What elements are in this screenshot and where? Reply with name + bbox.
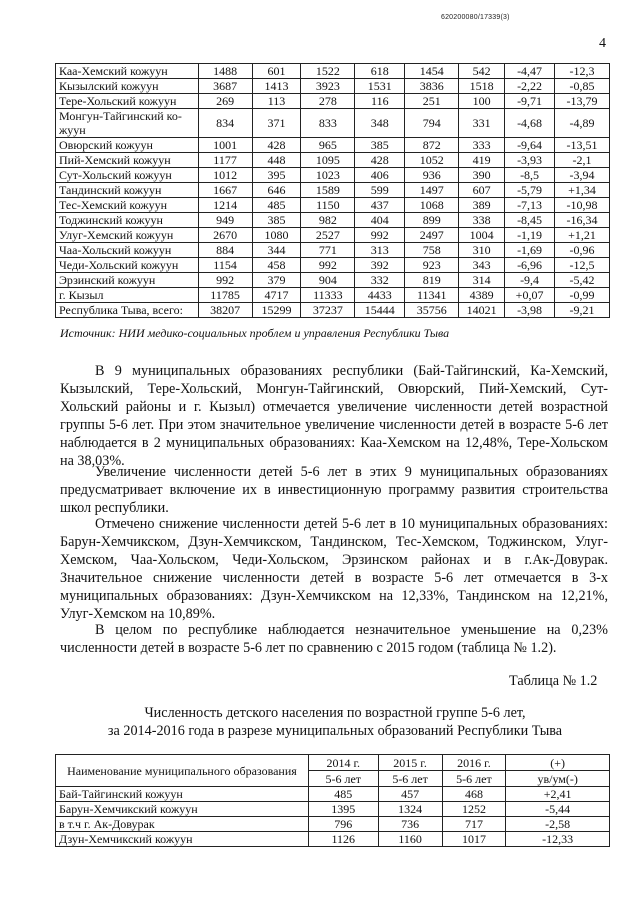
table-cell: 385 [252, 213, 301, 228]
table-cell: 338 [459, 213, 505, 228]
table-row [56, 787, 610, 802]
table-cell: 2527 [301, 228, 355, 243]
table-cell: 646 [252, 183, 301, 198]
table-cell: 278 [301, 94, 355, 109]
table-cell: 458 [252, 258, 301, 273]
table-cell: 3836 [405, 79, 459, 94]
table-cell: 35756 [405, 303, 459, 318]
row-label: Тере-Хольский кожуун [56, 94, 199, 109]
table-cell: 4389 [459, 288, 505, 303]
row-label: Тоджинский кожуун [56, 213, 199, 228]
row-label: Пий-Хемский кожуун [56, 153, 199, 168]
header-2014: 2014 г. [308, 755, 378, 771]
table-cell: 419 [459, 153, 505, 168]
table-cell: 1589 [301, 183, 355, 198]
table-cell: -4,47 [505, 64, 555, 79]
document-id: 620200080/17339(3) [441, 14, 510, 21]
table-cell: -12,3 [555, 64, 610, 79]
table-cell: -2,58 [506, 817, 610, 832]
table-cell: 904 [301, 273, 355, 288]
table-cell: 113 [252, 94, 301, 109]
table-cell: 314 [459, 273, 505, 288]
row-label: в т.ч г. Ак-Довурак [56, 817, 309, 832]
table-cell: -10,98 [555, 198, 610, 213]
table-cell: 11341 [405, 288, 459, 303]
table-row [56, 832, 610, 847]
paragraph-text: Увеличение численности детей 5-6 лет в этих 9 муниципальных образованиях предусматривает включение их в инвестиционную программу развития строительства школ республики. [60, 464, 608, 516]
table-cell: -13,79 [555, 94, 610, 109]
row-label: Барун-Хемчикский кожуун [56, 802, 309, 817]
table-row [56, 198, 610, 213]
table-cell: 992 [198, 273, 252, 288]
table-cell: 379 [252, 273, 301, 288]
table-row [56, 228, 610, 243]
paragraph-4 [60, 621, 608, 657]
table-cell: 313 [355, 243, 405, 258]
table-cell: -3,94 [555, 168, 610, 183]
table-cell: 37237 [301, 303, 355, 318]
row-label: Сут-Хольский кожуун [56, 168, 199, 183]
table-cell: 1518 [459, 79, 505, 94]
table-cell: -12,33 [506, 832, 610, 847]
paragraph-3 [60, 515, 608, 623]
row-label: Дзун-Хемчикский кожуун [56, 832, 309, 847]
table-cell: -4,89 [555, 109, 610, 138]
paragraph-text: Отмечено снижение численности детей 5-6 лет в 10 муниципальных образованиях: Барун-Хемчикском, Дзун-Хемчикском, Тандинском, Тес-Хемском, Тоджинском, Улуг-Хемском, Чаа-Хольском, Чеди-Хольском, Эрзинском районах и в г.Ак-Довурак. Значительное снижение численности детей в возрасте 5-6 лет отмечается в 3-х муниципальных образованиях: Дзун-Хемчикском на 12,33%, Тандинском на 12,21%, Улуг-Хемском на 10,89%. [60, 516, 608, 622]
table-cell: -7,13 [505, 198, 555, 213]
table-cell: -6,96 [505, 258, 555, 273]
table-cell: 2670 [198, 228, 252, 243]
header-2016: 2016 г. [442, 755, 506, 771]
table-cell: -12,5 [555, 258, 610, 273]
population-table [55, 63, 610, 318]
table-header-row [56, 755, 610, 771]
table-cell: 4717 [252, 288, 301, 303]
header-age: 5-6 лет [308, 771, 378, 787]
paragraph-text: В 9 муниципальных образованиях республики (Бай-Тайгинский, Ка-Хемский, Кызылский, Тере-Хольский, Монгун-Тайгинский, Овюрский, Пий-Хемский, Сут-Хольский районы и г. Кызыл) отмечается увеличение численности детей возрастной группы 5-6 лет. При этом значительное увеличение численности детей в возрасте 5-6 лет наблюдается в 2 муниципальных образованиях: Каа-Хемском на 12,48%, Тере-Хольском на 38,03%. [60, 363, 608, 469]
table-cell: 1126 [308, 832, 378, 847]
table-cell: -1,19 [505, 228, 555, 243]
row-label: Кызылский кожуун [56, 79, 199, 94]
table-cell: -16,34 [555, 213, 610, 228]
table-cell: -0,99 [555, 288, 610, 303]
table-cell: 601 [252, 64, 301, 79]
page-number: 4 [599, 36, 606, 51]
row-label: Эрзинский кожуун [56, 273, 199, 288]
table-cell: 15444 [355, 303, 405, 318]
table-cell: 344 [252, 243, 301, 258]
table-row [56, 288, 610, 303]
table-cell: 395 [252, 168, 301, 183]
table-cell: 1023 [301, 168, 355, 183]
table-cell: 1497 [405, 183, 459, 198]
table-cell: -5,42 [555, 273, 610, 288]
table-cell: 15299 [252, 303, 301, 318]
table-cell: 796 [308, 817, 378, 832]
table-cell: 1154 [198, 258, 252, 273]
table-row [56, 817, 610, 832]
table-cell: 899 [405, 213, 459, 228]
table-cell: 428 [252, 138, 301, 153]
table-cell: 448 [252, 153, 301, 168]
table-cell: 819 [405, 273, 459, 288]
table-cell: 1214 [198, 198, 252, 213]
table-row [56, 153, 610, 168]
table-cell: -9,64 [505, 138, 555, 153]
table-row [56, 802, 610, 817]
table-cell: 3923 [301, 79, 355, 94]
caption-line-1: Численность детского населения по возрастной группе 5-6 лет, [144, 705, 526, 721]
table-cell: -2,22 [505, 79, 555, 94]
table-cell: 758 [405, 243, 459, 258]
table-cell: 936 [405, 168, 459, 183]
table-cell: 1488 [198, 64, 252, 79]
table-cell: 2497 [405, 228, 459, 243]
header-2015: 2015 г. [378, 755, 442, 771]
table-caption [60, 704, 610, 740]
table-cell: 390 [459, 168, 505, 183]
header-age: 5-6 лет [378, 771, 442, 787]
table-cell: 607 [459, 183, 505, 198]
caption-line-2: за 2014-2016 года в разрезе муниципальных образований Республики Тыва [107, 723, 563, 739]
table-cell: 333 [459, 138, 505, 153]
table-cell: 1454 [405, 64, 459, 79]
table-cell: 1012 [198, 168, 252, 183]
table-cell: 618 [355, 64, 405, 79]
table-cell: -5,44 [506, 802, 610, 817]
table-cell: 884 [198, 243, 252, 258]
table-row [56, 64, 610, 79]
table-cell: 992 [301, 258, 355, 273]
table-cell: 1160 [378, 832, 442, 847]
table-cell: 923 [405, 258, 459, 273]
table-cell: +1,21 [555, 228, 610, 243]
table-cell: 771 [301, 243, 355, 258]
table-cell: 1522 [301, 64, 355, 79]
age-group-table [55, 754, 610, 847]
table-cell: 965 [301, 138, 355, 153]
table-cell: 834 [198, 109, 252, 138]
table-cell: 485 [308, 787, 378, 802]
table-cell: 1004 [459, 228, 505, 243]
table-cell: 269 [198, 94, 252, 109]
table-row [56, 109, 610, 138]
table-cell: 406 [355, 168, 405, 183]
table-cell: 1080 [252, 228, 301, 243]
table-cell: 392 [355, 258, 405, 273]
row-label: Тандинский кожуун [56, 183, 199, 198]
paragraph-text: В целом по республике наблюдается незначительное уменьшение на 0,23% численности детей в возрасте 5-6 лет по сравнению с 2015 годом (таблица № 1.2). [60, 622, 608, 656]
table-cell: -8,45 [505, 213, 555, 228]
table-cell: 1177 [198, 153, 252, 168]
table-cell: 599 [355, 183, 405, 198]
table-cell: 833 [301, 109, 355, 138]
table-cell: 38207 [198, 303, 252, 318]
table-cell: 949 [198, 213, 252, 228]
table-cell: 1252 [442, 802, 506, 817]
table-cell: 331 [459, 109, 505, 138]
table-row [56, 168, 610, 183]
table-cell: 11785 [198, 288, 252, 303]
table-cell: -0,85 [555, 79, 610, 94]
table-cell: -3,93 [505, 153, 555, 168]
header-change-top: (+) [506, 755, 610, 771]
table-cell: -5,79 [505, 183, 555, 198]
table-row [56, 273, 610, 288]
table-cell: 404 [355, 213, 405, 228]
table-cell: 1324 [378, 802, 442, 817]
table-cell: 872 [405, 138, 459, 153]
table-cell: -0,96 [555, 243, 610, 258]
table-cell: 100 [459, 94, 505, 109]
table-row [56, 94, 610, 109]
table-row [56, 79, 610, 94]
table-cell: 717 [442, 817, 506, 832]
table-cell: 1531 [355, 79, 405, 94]
row-label: Монгун-Тайгинский ко-жуун [56, 109, 199, 138]
row-label: Каа-Хемский кожуун [56, 64, 199, 79]
table-cell: 251 [405, 94, 459, 109]
table-cell: -9,4 [505, 273, 555, 288]
table-row [56, 138, 610, 153]
table-cell: -2,1 [555, 153, 610, 168]
table-cell: 348 [355, 109, 405, 138]
table-row [56, 303, 610, 318]
table-cell: -13,51 [555, 138, 610, 153]
row-label: Овюрский кожуун [56, 138, 199, 153]
table-cell: 542 [459, 64, 505, 79]
table-cell: 457 [378, 787, 442, 802]
table-cell: 1068 [405, 198, 459, 213]
table-cell: 1017 [442, 832, 506, 847]
table-row [56, 243, 610, 258]
header-age: 5-6 лет [442, 771, 506, 787]
table-cell: 1150 [301, 198, 355, 213]
row-label: Тес-Хемский кожуун [56, 198, 199, 213]
table-cell: +0,07 [505, 288, 555, 303]
table-cell: 3687 [198, 79, 252, 94]
table-cell: 794 [405, 109, 459, 138]
table-cell: -9,21 [555, 303, 610, 318]
table-cell: -3,98 [505, 303, 555, 318]
table-cell: 1667 [198, 183, 252, 198]
table-source: Источник: НИИ медико-социальных проблем и управления Республики Тыва [60, 326, 450, 340]
table-cell: 485 [252, 198, 301, 213]
table-cell: 371 [252, 109, 301, 138]
header-change-bottom: ув/ум(-) [506, 771, 610, 787]
row-label: Республика Тыва, всего: [56, 303, 199, 318]
table-cell: 4433 [355, 288, 405, 303]
table-cell: 992 [355, 228, 405, 243]
table-cell: 1001 [198, 138, 252, 153]
table-cell: 468 [442, 787, 506, 802]
table-cell: -9,71 [505, 94, 555, 109]
table-number: Таблица № 1.2 [509, 673, 598, 689]
table-cell: 1095 [301, 153, 355, 168]
table-cell: 310 [459, 243, 505, 258]
paragraph-2 [60, 463, 608, 517]
table-cell: 14021 [459, 303, 505, 318]
table-cell: +2,41 [506, 787, 610, 802]
row-label: г. Кызыл [56, 288, 199, 303]
table-cell: 1413 [252, 79, 301, 94]
table-cell: 736 [378, 817, 442, 832]
table-cell: 1395 [308, 802, 378, 817]
table-cell: -8,5 [505, 168, 555, 183]
row-label: Улуг-Хемский кожуун [56, 228, 199, 243]
table-cell: 428 [355, 153, 405, 168]
table-cell: 1052 [405, 153, 459, 168]
table-cell: -4,68 [505, 109, 555, 138]
row-label: Бай-Тайгинский кожуун [56, 787, 309, 802]
table-cell: 982 [301, 213, 355, 228]
table-cell: 116 [355, 94, 405, 109]
table-cell: 437 [355, 198, 405, 213]
header-name: Наименование муниципального образования [56, 755, 309, 787]
table-cell: -1,69 [505, 243, 555, 258]
row-label: Чеди-Хольский кожуун [56, 258, 199, 273]
table-row [56, 213, 610, 228]
table-cell: 332 [355, 273, 405, 288]
paragraph-1 [60, 362, 608, 470]
row-label: Чаа-Хольский кожуун [56, 243, 199, 258]
table-cell: 343 [459, 258, 505, 273]
table-cell: +1,34 [555, 183, 610, 198]
table-row [56, 258, 610, 273]
table-cell: 385 [355, 138, 405, 153]
table-cell: 389 [459, 198, 505, 213]
table-cell: 11333 [301, 288, 355, 303]
table-row [56, 183, 610, 198]
